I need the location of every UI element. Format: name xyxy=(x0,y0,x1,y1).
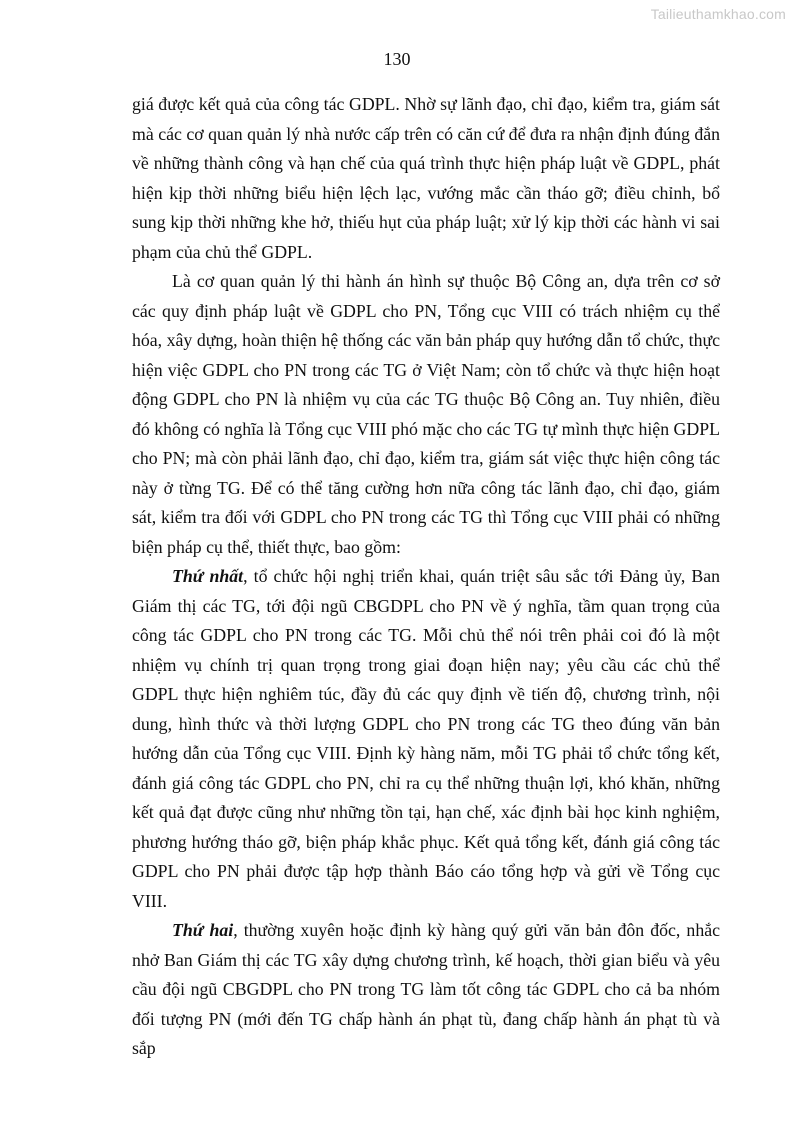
page-number: 130 xyxy=(383,49,411,69)
paragraph-3-lead: Thứ nhất xyxy=(172,566,244,586)
document-body xyxy=(132,90,720,1064)
paragraph-3-text: , tổ chức hội nghị triển khai, quán triệt sâu sắc tới Đảng ủy, Ban Giám thị các TG, tới đội ngũ CBGDPL cho PN về ý nghĩa, tầm quan trọng của công tác GDPL cho PN trong các TG. Mỗi chủ thể nói trên phải coi đó là một nhiệm vụ chính trị quan trọng trong giai đoạn hiện nay; yêu cầu các chủ thể GDPL thực hiện nghiêm túc, đầy đủ các quy định về tiến độ, chương trình, nội dung, hình thức và thời lượng GDPL cho PN trong các TG theo đúng văn bản hướng dẫn của Tổng cục VIII. Định kỳ hàng năm, mỗi TG phải tổ chức tổng kết, đánh giá công tác GDPL cho PN, chỉ ra cụ thể những thuận lợi, khó khăn, những kết quả đạt được cũng như những tồn tại, hạn chế, xác định bài học kinh nghiệm, phương hướng tháo gỡ, biện pháp khắc phục. Kết quả tổng kết, đánh giá công tác GDPL cho PN phải được tập hợp thành Báo cáo tổng hợp và gửi về Tổng cục VIII. xyxy=(132,566,720,911)
paragraph-2: Là cơ quan quản lý thi hành án hình sự thuộc Bộ Công an, dựa trên cơ sở các quy định pháp luật về GDPL cho PN, Tổng cục VIII có trách nhiệm cụ thể hóa, xây dựng, hoàn thiện hệ thống các văn bản pháp quy hướng dẫn tổ chức, thực hiện việc GDPL cho PN trong các TG ở Việt Nam; còn tổ chức và thực hiện hoạt động GDPL cho PN là nhiệm vụ của các TG thuộc Bộ Công an. Tuy nhiên, điều đó không có nghĩa là Tổng cục VIII phó mặc cho các TG tự mình thực hiện GDPL cho PN; mà còn phải lãnh đạo, chỉ đạo, kiểm tra, giám sát việc thực hiện công tác này ở từng TG. Để có thể tăng cường hơn nữa công tác lãnh đạo, chỉ đạo, giám sát, kiểm tra đối với GDPL cho PN trong các TG thì Tổng cục VIII phải có những biện pháp cụ thể, thiết thực, bao gồm: xyxy=(132,271,720,557)
paragraph-4-lead: Thứ hai xyxy=(172,920,234,940)
paragraph-3 xyxy=(132,562,720,916)
paragraph-4-text: , thường xuyên hoặc định kỳ hàng quý gửi văn bản đôn đốc, nhắc nhở Ban Giám thị các TG xây dựng chương trình, kế hoạch, thời gian biểu và yêu cầu đội ngũ CBGDPL cho PN trong TG làm tốt công tác GDPL cho cả ba nhóm đối tượng PN (mới đến TG chấp hành án phạt tù, đang chấp hành án phạt tù và sắp xyxy=(132,920,720,1058)
watermark-text: Tailieuthamkhao.com xyxy=(650,6,786,22)
paragraph-4 xyxy=(132,916,720,1064)
paragraph-1: giá được kết quả của công tác GDPL. Nhờ sự lãnh đạo, chỉ đạo, kiểm tra, giám sát mà các cơ quan quản lý nhà nước cấp trên có căn cứ để đưa ra nhận định đúng đắn về những thành công và hạn chế của quá trình thực hiện pháp luật về GDPL, phát hiện kịp thời những biểu hiện lệch lạc, vướng mắc cần tháo gỡ; điều chỉnh, bổ sung kịp thời những khe hở, thiếu hụt của pháp luật; xử lý kịp thời các hành vi sai phạm của chủ thể GDPL. xyxy=(132,94,720,262)
